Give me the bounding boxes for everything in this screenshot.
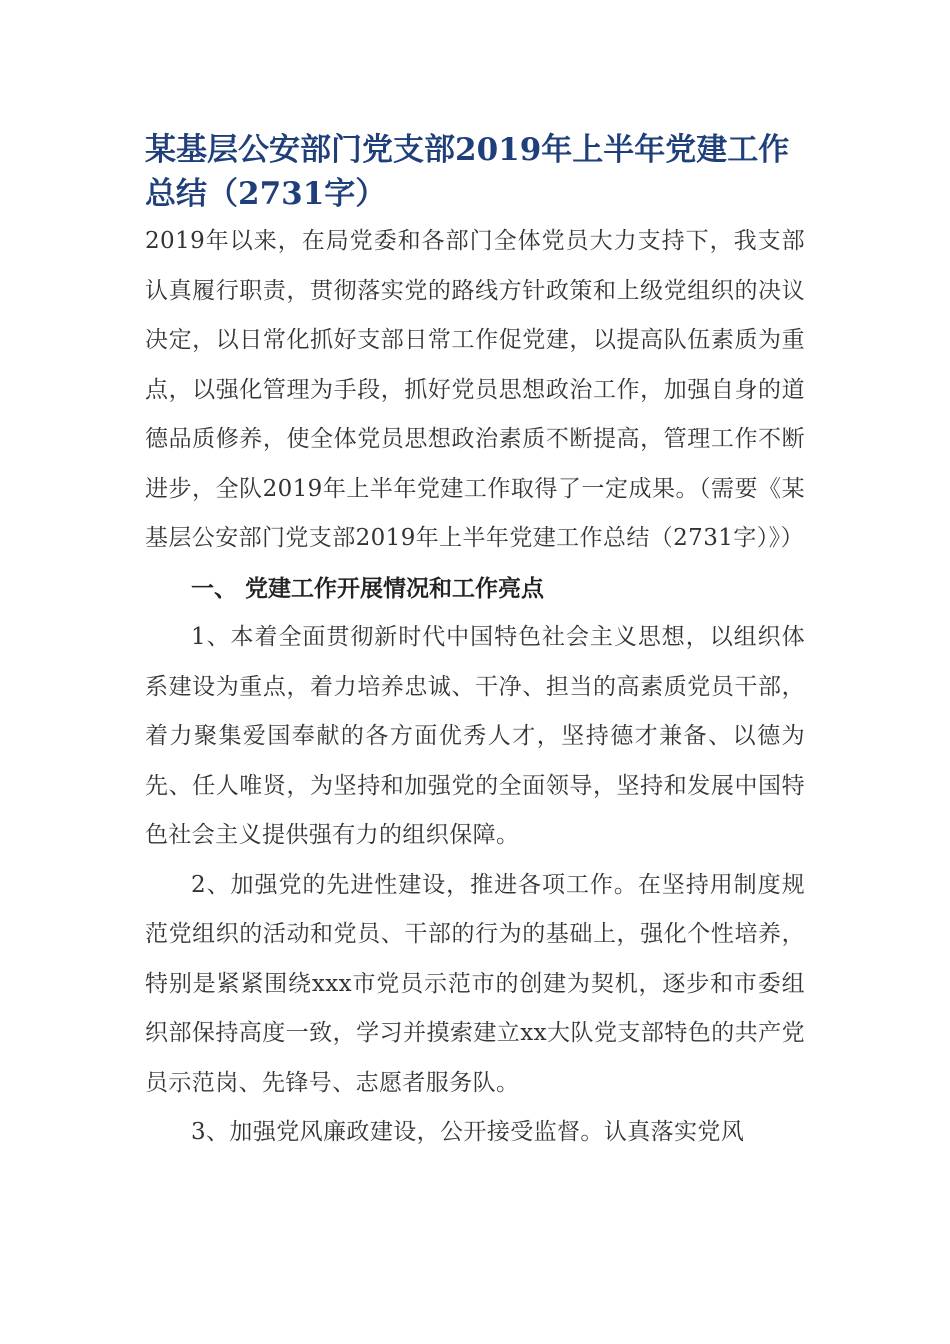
list-item: 3、加强党风廉政建设，公开接受监督。认真落实党风 [191,1119,745,1145]
document-title: 某基层公安部门党支部2019年上半年党建工作总结（2731字） [145,132,790,212]
section-heading: 一、 党建工作开展情况和工作亮点 [191,574,545,602]
list-item: 2、加强党的先进性建设，推进各项工作。在坚持用制度规范党组织的活动和党员、干部的行为的基础上，强化个性培养，特别是紧紧围绕xxx市党员示范市的创建为契机，逐步和市委组织部保持高度一致，学习并摸索建立xx大队党支部特色的共产党员示范岗、先锋号、志愿者服务队。 [145,871,805,1096]
list-item: 1、本着全面贯彻新时代中国特色社会主义思想，以组织体系建设为重点，着力培养忠诚、干净、担当的高素质党员干部，着力聚集爱国奉献的各方面优秀人才，坚持德才兼备、以德为先、任人唯贤，为坚持和加强党的全面领导，坚持和发展中国特色社会主义提供强有力的组织保障。 [145,624,805,848]
intro-paragraph: 2019年以来，在局党委和各部门全体党员大力支持下，我支部认真履行职责，贯彻落实党的路线方针政策和上级党组织的决议决定，以日常化抓好支部日常工作促党建，以提高队伍素质为重点，以强化管理为手段，抓好党员思想政治工作，加强自身的道德品质修养，使全体党员思想政治素质不断提高，管理工作不断进步，全队2019年上半年党建工作取得了一定成果。（需要《某基层公安部门党支部2019年上半年党建工作总结（2731字）》） [145,228,805,551]
document-page [145,128,805,1158]
